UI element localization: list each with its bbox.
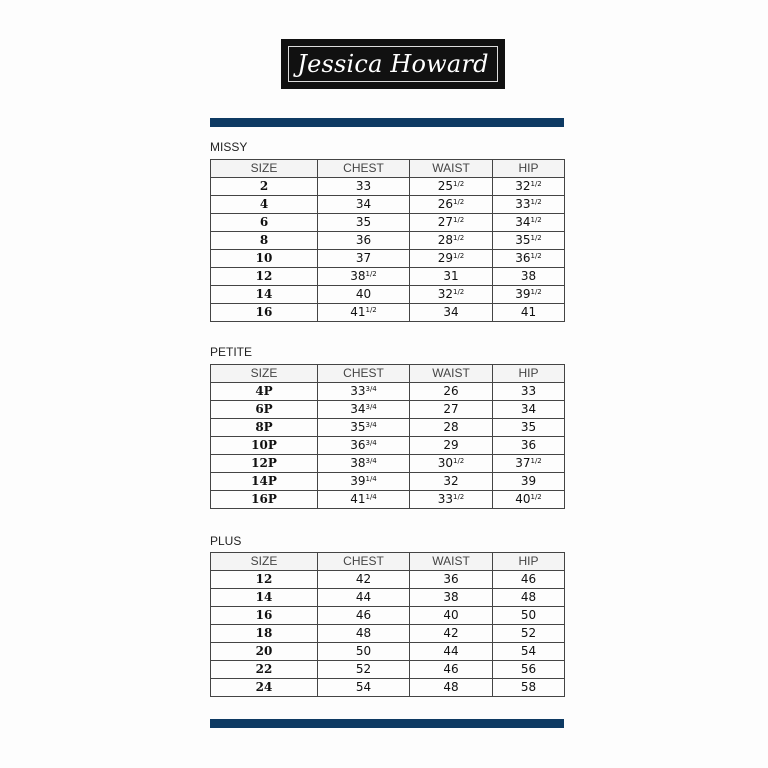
table-row [211, 607, 565, 625]
chest-cell: 33 [318, 178, 410, 196]
chest-cell: 35 [318, 214, 410, 232]
table-row [211, 589, 565, 607]
chest-cell: $38^{1/2}$ [318, 268, 410, 286]
waist-cell: $25^{1/2}$ [410, 178, 493, 196]
waist-cell: $28^{1/2}$ [410, 232, 493, 250]
fraction: 1/2 [530, 252, 542, 260]
fraction: 1/2 [453, 180, 465, 188]
table-row [211, 491, 565, 509]
waist-cell: 48 [410, 679, 493, 697]
hip-cell: 52 [493, 625, 565, 643]
waist-cell: 31 [410, 268, 493, 286]
hip-cell: 38 [493, 268, 565, 286]
chest-cell: 42 [318, 571, 410, 589]
size-cell: 16 [211, 607, 318, 625]
size-cell: 6 [211, 214, 318, 232]
chest-cell: 52 [318, 661, 410, 679]
column-header-size: SIZE [211, 160, 318, 178]
column-header-chest: CHEST [318, 365, 410, 383]
chest-cell: $41^{1/4}$ [318, 491, 410, 509]
column-header-waist: WAIST [410, 365, 493, 383]
size-cell: 14 [211, 286, 318, 304]
column-header-hip: HIP [493, 553, 565, 571]
table-row [211, 473, 565, 491]
waist-cell: 32 [410, 473, 493, 491]
waist-cell: $33^{1/2}$ [410, 491, 493, 509]
hip-cell: 41 [493, 304, 565, 322]
petite-size-table [210, 364, 565, 509]
chest-cell: 48 [318, 625, 410, 643]
fraction: 3/4 [365, 439, 377, 447]
table-row [211, 401, 565, 419]
waist-cell: 36 [410, 571, 493, 589]
chest-cell: 36 [318, 232, 410, 250]
chest-cell: 44 [318, 589, 410, 607]
table-row [211, 571, 565, 589]
column-header-size: SIZE [211, 365, 318, 383]
size-cell: 12P [211, 455, 318, 473]
hip-cell: 36 [493, 437, 565, 455]
chest-cell: 54 [318, 679, 410, 697]
fraction: 1/2 [530, 457, 542, 465]
column-header-chest: CHEST [318, 160, 410, 178]
waist-cell: 29 [410, 437, 493, 455]
waist-cell: 40 [410, 607, 493, 625]
hip-cell: $39^{1/2}$ [493, 286, 565, 304]
size-cell: 4 [211, 196, 318, 214]
chest-cell: $38^{3/4}$ [318, 455, 410, 473]
waist-cell: 28 [410, 419, 493, 437]
waist-cell: $26^{1/2}$ [410, 196, 493, 214]
waist-cell: 46 [410, 661, 493, 679]
size-cell: 14 [211, 589, 318, 607]
size-cell: 12 [211, 268, 318, 286]
size-cell: 10 [211, 250, 318, 268]
table-row [211, 196, 565, 214]
hip-cell: 56 [493, 661, 565, 679]
hip-cell: 33 [493, 383, 565, 401]
top-divider-bar [210, 118, 564, 127]
table-header-row [211, 553, 565, 571]
table-row [211, 250, 565, 268]
plus-size-table [210, 552, 565, 697]
table-row [211, 232, 565, 250]
waist-cell: $30^{1/2}$ [410, 455, 493, 473]
size-cell: 12 [211, 571, 318, 589]
table-header-row [211, 365, 565, 383]
size-cell: 20 [211, 643, 318, 661]
fraction: 1/2 [453, 493, 465, 501]
brand-logo [281, 39, 505, 89]
table-row [211, 419, 565, 437]
waist-cell: 34 [410, 304, 493, 322]
table-row [211, 304, 565, 322]
size-cell: 18 [211, 625, 318, 643]
column-header-waist: WAIST [410, 553, 493, 571]
hip-cell: $36^{1/2}$ [493, 250, 565, 268]
hip-cell: $34^{1/2}$ [493, 214, 565, 232]
size-cell: 2 [211, 178, 318, 196]
column-header-hip: HIP [493, 365, 565, 383]
size-cell: 16P [211, 491, 318, 509]
table-row [211, 214, 565, 232]
table-row [211, 178, 565, 196]
waist-cell: 38 [410, 589, 493, 607]
chest-cell: $35^{3/4}$ [318, 419, 410, 437]
size-cell: 24 [211, 679, 318, 697]
fraction: 1/2 [453, 198, 465, 206]
chest-cell: 46 [318, 607, 410, 625]
fraction: 1/4 [365, 475, 377, 483]
chest-cell: $41^{1/2}$ [318, 304, 410, 322]
chest-cell: 37 [318, 250, 410, 268]
waist-cell: $32^{1/2}$ [410, 286, 493, 304]
hip-cell: $33^{1/2}$ [493, 196, 565, 214]
fraction: 1/2 [453, 252, 465, 260]
fraction: 1/2 [530, 493, 542, 501]
chest-cell: 50 [318, 643, 410, 661]
fraction: 1/2 [530, 216, 542, 224]
hip-cell: 39 [493, 473, 565, 491]
waist-cell: 27 [410, 401, 493, 419]
table-row [211, 625, 565, 643]
fraction: 3/4 [365, 403, 377, 411]
fraction: 1/2 [530, 180, 542, 188]
fraction: 1/4 [365, 493, 377, 501]
hip-cell: 48 [493, 589, 565, 607]
size-cell: 14P [211, 473, 318, 491]
table-row [211, 383, 565, 401]
column-header-hip: HIP [493, 160, 565, 178]
hip-cell: 50 [493, 607, 565, 625]
size-cell: 4P [211, 383, 318, 401]
waist-cell: 26 [410, 383, 493, 401]
table-row [211, 437, 565, 455]
brand-name: Jessica Howard [297, 50, 489, 78]
fraction: 1/2 [530, 198, 542, 206]
table-row [211, 643, 565, 661]
brand-logo-frame [288, 46, 498, 82]
fraction: 1/2 [530, 288, 542, 296]
hip-cell: $35^{1/2}$ [493, 232, 565, 250]
waist-cell: $27^{1/2}$ [410, 214, 493, 232]
table-header-row [211, 160, 565, 178]
column-header-size: SIZE [211, 553, 318, 571]
waist-cell: 42 [410, 625, 493, 643]
fraction: 1/2 [365, 270, 377, 278]
size-cell: 10P [211, 437, 318, 455]
column-header-chest: CHEST [318, 553, 410, 571]
section-label-plus: PLUS [210, 534, 242, 548]
size-cell: 8P [211, 419, 318, 437]
chest-cell: $33^{3/4}$ [318, 383, 410, 401]
fraction: 3/4 [365, 421, 377, 429]
chest-cell: 34 [318, 196, 410, 214]
table-row [211, 661, 565, 679]
hip-cell: 58 [493, 679, 565, 697]
hip-cell: 35 [493, 419, 565, 437]
hip-cell: $32^{1/2}$ [493, 178, 565, 196]
chest-cell: $34^{3/4}$ [318, 401, 410, 419]
fraction: 1/2 [530, 234, 542, 242]
waist-cell: 44 [410, 643, 493, 661]
hip-cell: 54 [493, 643, 565, 661]
hip-cell: $37^{1/2}$ [493, 455, 565, 473]
table-row [211, 455, 565, 473]
fraction: 3/4 [365, 385, 377, 393]
waist-cell: $29^{1/2}$ [410, 250, 493, 268]
size-cell: 6P [211, 401, 318, 419]
hip-cell: 34 [493, 401, 565, 419]
table-row [211, 268, 565, 286]
chest-cell: $36^{3/4}$ [318, 437, 410, 455]
table-row [211, 679, 565, 697]
hip-cell: $40^{1/2}$ [493, 491, 565, 509]
fraction: 1/2 [365, 306, 377, 314]
chest-cell: 40 [318, 286, 410, 304]
size-cell: 8 [211, 232, 318, 250]
table-row [211, 286, 565, 304]
fraction: 3/4 [365, 457, 377, 465]
size-cell: 22 [211, 661, 318, 679]
bottom-divider-bar [210, 719, 564, 728]
missy-size-table [210, 159, 565, 322]
fraction: 1/2 [453, 288, 465, 296]
chest-cell: $39^{1/4}$ [318, 473, 410, 491]
section-label-petite: PETITE [210, 345, 253, 359]
fraction: 1/2 [453, 234, 465, 242]
column-header-waist: WAIST [410, 160, 493, 178]
size-cell: 16 [211, 304, 318, 322]
hip-cell: 46 [493, 571, 565, 589]
fraction: 1/2 [453, 457, 465, 465]
section-label-missy: MISSY [210, 140, 248, 154]
fraction: 1/2 [453, 216, 465, 224]
